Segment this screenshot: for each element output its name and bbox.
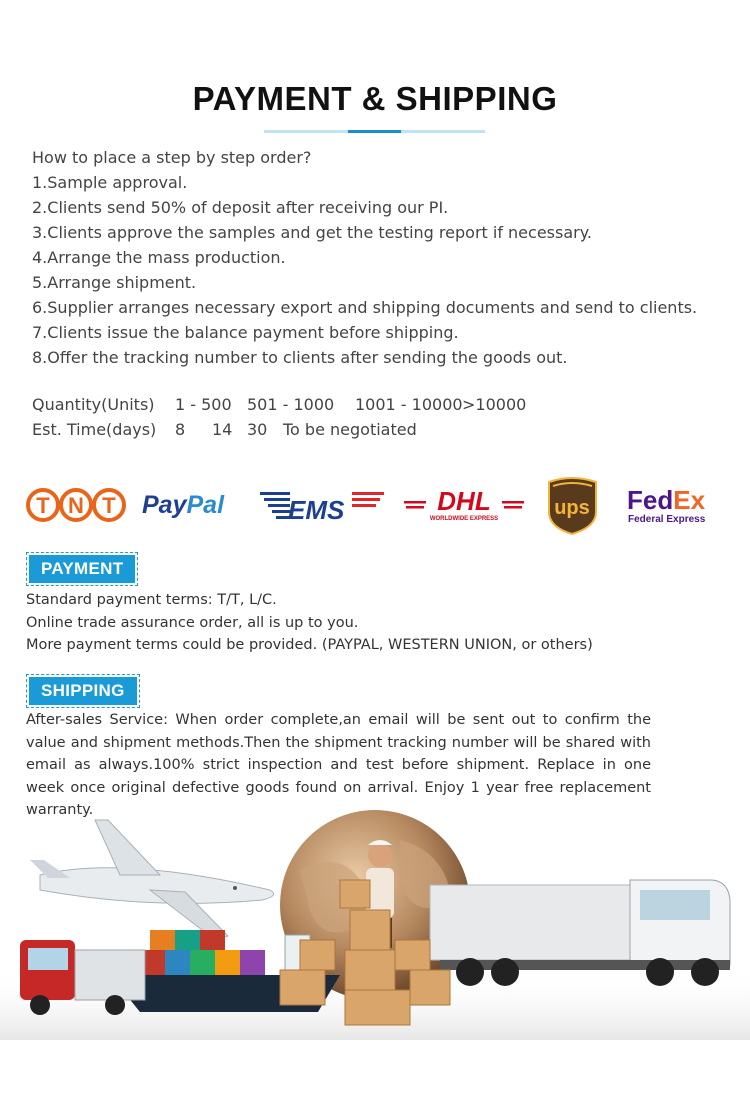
order-step: 1.Sample approval. [32, 173, 188, 192]
order-step: 4.Arrange the mass production. [32, 248, 286, 267]
time-value: 14 [212, 420, 233, 439]
quantity-label: Quantity(Units) [32, 395, 155, 414]
time-value: 30 [247, 420, 268, 439]
payment-heading-badge [26, 552, 138, 586]
order-question: How to place a step by step order? [32, 148, 312, 167]
time-value: 8 [175, 420, 186, 439]
svg-text:WORLDWIDE EXPRESS: WORLDWIDE EXPRESS [429, 516, 499, 522]
paypal-logo [140, 477, 245, 533]
svg-text:EMS: EMS [288, 495, 345, 525]
svg-text:T: T [36, 493, 50, 518]
svg-text:ups: ups [554, 497, 590, 519]
order-steps-list [32, 145, 697, 370]
payment-line: Online trade assurance order, all is up to you. [26, 614, 359, 631]
payment-text-block [26, 589, 651, 657]
tnt-logo [26, 477, 126, 533]
payment-line: More payment terms could be provided. (PAYPAL, WESTERN UNION, or others) [26, 637, 593, 653]
order-step: 7.Clients issue the balance payment before shipping. [32, 323, 459, 342]
order-step: 5.Arrange shipment. [32, 273, 197, 292]
order-step: 2.Clients send 50% of deposit after receiving our PI. [32, 198, 449, 217]
quantity-value: >10000 [462, 395, 527, 414]
svg-text:T: T [102, 493, 116, 518]
page-title: PAYMENT & SHIPPING [192, 80, 558, 117]
dhl-logo [402, 477, 527, 533]
svg-text:DHL: DHL [437, 486, 491, 516]
time-label: Est. Time(days) [32, 420, 157, 439]
airplane-image [30, 820, 274, 940]
quantity-value: 1 - 500 [175, 395, 232, 414]
quantity-value: 501 - 1000 [247, 395, 335, 414]
shipping-text: After-sales Service: When order complete,an email will be sent out to confirm the value and shipment methods.Then the shipment tracking number will be shared with email as always.100% strict inspection and test before shipment. Replace in one week once original defective goods found on arrival. Enjoy 1 year free replacement warranty. [26, 712, 651, 818]
title-underline [264, 130, 485, 133]
shipping-heading-badge [26, 674, 140, 708]
logistics-banner [0, 800, 750, 1040]
ems-logo [258, 477, 386, 533]
svg-text:PayPal: PayPal [142, 491, 225, 519]
order-step: 6.Supplier arranges necessary export and shipping documents and send to clients. [32, 298, 698, 317]
order-step: 8.Offer the tracking number to clients after sending the goods out. [32, 348, 568, 367]
svg-text:FedEx: FedEx [627, 485, 706, 515]
shipping-heading: SHIPPING [29, 677, 137, 705]
time-value: To be negotiated [283, 420, 417, 439]
svg-text:N: N [68, 493, 84, 518]
payment-line: Standard payment terms: T/T, L/C. [26, 592, 277, 608]
svg-text:Federal Express: Federal Express [628, 514, 706, 525]
order-step: 3.Clients approve the samples and get the testing report if necessary. [32, 223, 592, 242]
quantity-value: 1001 - 10000 [355, 395, 463, 414]
payment-heading: PAYMENT [29, 555, 135, 583]
title-underline-accent [348, 130, 401, 133]
fedex-logo [625, 477, 725, 533]
ups-logo [545, 474, 600, 536]
